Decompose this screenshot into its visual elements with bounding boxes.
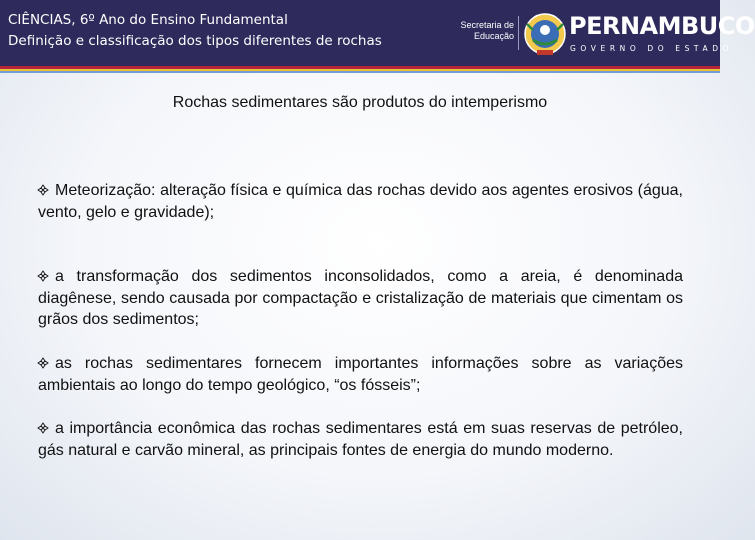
four-petal-diamond-icon [38,185,48,195]
brand-subtitle: GOVERNO DO ESTADO [570,44,734,53]
bullet-text: a importância econômica das rochas sedimentares está em suas reservas de petróleo, gás natural e carvão mineral, as principais fontes de energia do mundo moderno. [38,420,683,459]
bullet-text: Meteorização: alteração física e química das rochas devido aos agentes erosivos (água, vento, gelo e gravidade); [38,182,683,221]
header-stripe-blue [0,71,720,73]
subject-line: CIÊNCIAS, 6º Ano do Ensino Fundamental [8,12,288,28]
bullet-item [38,418,683,461]
bullet-item [38,353,683,396]
four-petal-diamond-icon [38,271,48,281]
secretaria-line2: Educação [473,31,514,41]
four-petal-diamond-icon [38,358,48,368]
secretaria-line1: Secretaria de [460,20,514,30]
brand-name: PERNAMBUCO [569,12,755,40]
bullet-item [38,180,683,223]
topic-line: Definição e classificação dos tipos diferentes de rochas [8,33,382,49]
bullet-text: as rochas sedimentares fornecem importantes informações sobre as variações ambientais ao longo do tempo geológico, “os fósseis”; [38,355,683,394]
header-separator [518,16,519,50]
bullet-item [38,266,683,331]
slide-title: Rochas sedimentares são produtos do intemperismo [172,94,548,111]
secretaria-label [452,20,514,42]
header-bar [0,0,755,66]
bullet-text: a transformação dos sedimentos inconsolidados, como a areia, é denominada diagênese, sendo causada por compactação e cristalização de materiais que cimentam os grãos dos sedimentos; [38,268,683,328]
four-petal-diamond-icon [38,423,48,433]
state-crest-icon [523,10,567,58]
